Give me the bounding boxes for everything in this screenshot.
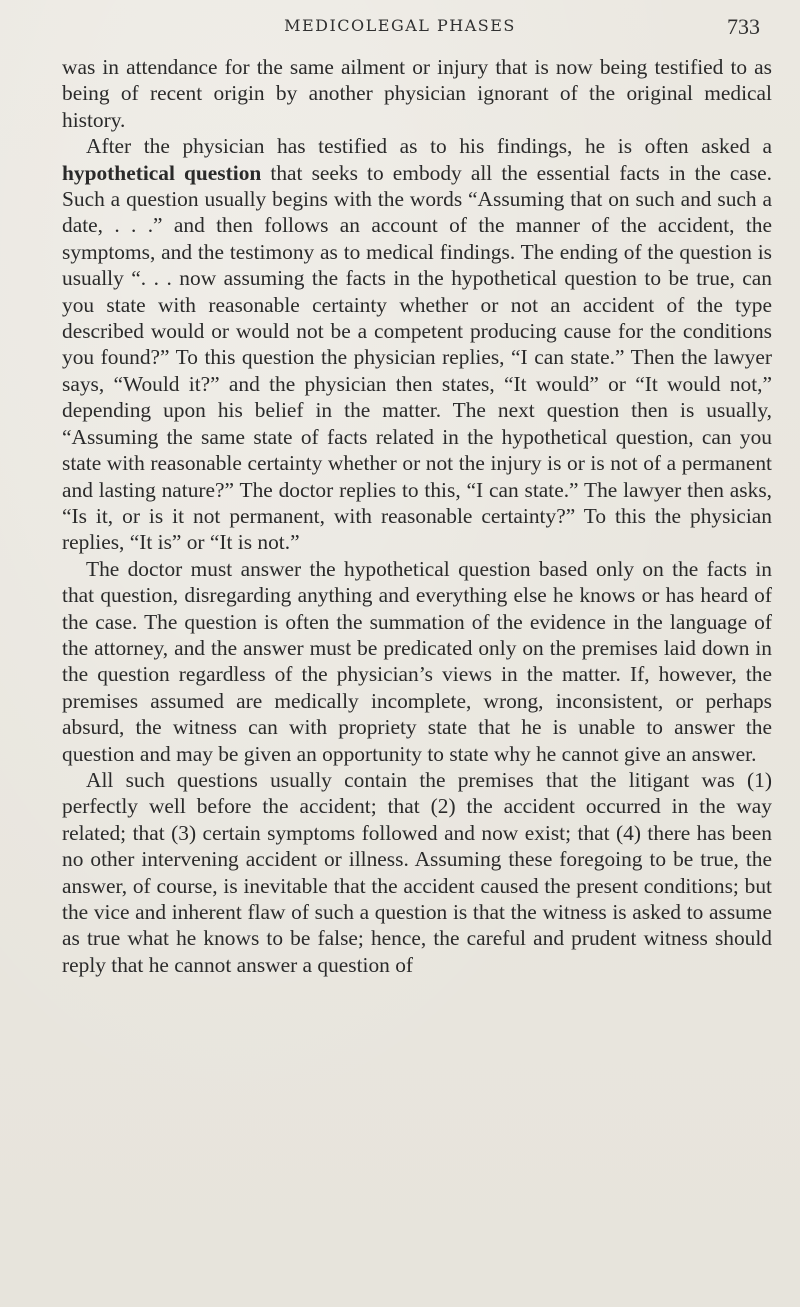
paragraph-2 bbox=[62, 133, 772, 556]
paragraph-4 bbox=[62, 767, 772, 978]
paragraph-1-text: was in attendance for the same ailment or injury that is now being testified to as being of recent origin by another physician ignorant of the original medical history. bbox=[62, 55, 772, 132]
paragraph-3 bbox=[62, 556, 772, 767]
paragraph-3-text: The doctor must answer the hypothetical question based only on the facts in that question, disregarding anything and everything else he knows or has heard of the case. The question is often the summation of the evidence in the language of the attorney, and the answer must be predicated only on the premises laid down in the question regardless of the physician’s views in the matter. If, however, the premises assumed are medically incomplete, wrong, inconsistent, or perhaps absurd, the witness can with propriety state that he is unable to answer the question and may be given an opportunity to state why he cannot give an answer. bbox=[62, 556, 772, 766]
page-number: 733 bbox=[727, 14, 760, 39]
body-text bbox=[62, 54, 772, 978]
page-header bbox=[0, 14, 800, 44]
running-head: MEDICOLEGAL PHASES bbox=[284, 16, 516, 35]
paragraph-2-text-start: After the physician has testified as to his findings, he is often asked a bbox=[86, 134, 772, 159]
paragraph-2-text-end: that seeks to embody all the essential facts in the case. Such a question usually begins with the words “Assuming that on such and such a date, . . .” and then follows an account of the manner of the accident, the symptoms, and the testimony as to medical findings. The ending of the question is usually “. . . now assuming the facts in the hypothetical question to be true, can you state with reasonable certainty whether or not an accident of the type described would or would not be a competent producing cause for the conditions you found?” To this question the physician replies, “I can state.” Then the lawyer says, “Would it?” and the physician then states, “It would” or “It would not,” depending upon his belief in the matter. The next question then is usually, “Assuming the same state of facts related in the hypothetical question, can you state with reasonable certainty whether or not the injury is or is not of a permanent and lasting nature?” The doctor replies to this, “I can state.” The lawyer then asks, “Is it, or is it not permanent, with reasonable certainty?” To this the physician replies, “It is” or “It is not.” bbox=[62, 160, 773, 555]
paragraph-1 bbox=[62, 54, 772, 133]
bold-term-hypothetical-question: hypothetical question bbox=[62, 160, 262, 185]
paragraph-4-text: All such questions usually contain the premises that the litigant was (1) perfectly well before the accident; that (2) the accident occurred in the way related; that (3) certain symptoms followed and now exist; that (4) there has been no other intervening accident or illness. Assuming these foregoing to be true, the answer, of course, is inevitable that the accident caused the present conditions; but the vice and inherent flaw of such a question is that the witness is asked to assume as true what he knows to be false; hence, the careful and prudent witness should reply that he cannot answer a question of bbox=[62, 767, 772, 977]
